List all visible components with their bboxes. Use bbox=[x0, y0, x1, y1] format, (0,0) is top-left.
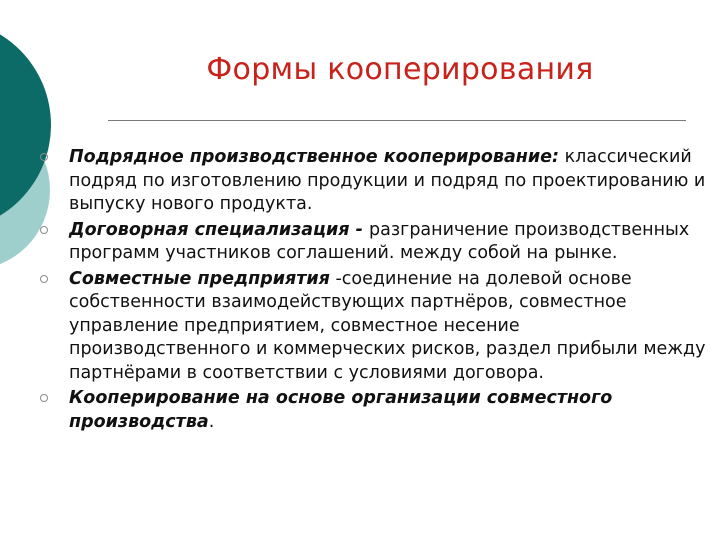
item-text: . bbox=[208, 411, 215, 432]
circle-bullet-icon bbox=[40, 226, 48, 234]
item-term: Совместные предприятия bbox=[69, 268, 330, 289]
title-divider bbox=[108, 120, 686, 121]
item-text: разграничение производственных программ участников соглашений. между собой на рынке. bbox=[69, 219, 690, 263]
circle-bullet-icon bbox=[40, 153, 48, 161]
circle-bullet-icon bbox=[40, 275, 48, 283]
bullet-list bbox=[36, 146, 706, 436]
item-term: Подрядное производственное кооперирование: bbox=[69, 147, 560, 167]
item-text: -соединение на долевой основе собственности взаимодействующих партнёров, совместное управление предприятием, совместное несение производственного и коммерческих рисков, раздел прибыли между партнёрами в соответствии с условиями договора. bbox=[69, 268, 706, 383]
item-term: Договорная специализация - bbox=[69, 219, 369, 240]
slide-title: Формы кооперирования bbox=[206, 52, 594, 87]
list-item bbox=[36, 268, 706, 386]
item-term: Кооперирование на основе организации совместного производства bbox=[69, 388, 613, 432]
list-item bbox=[36, 387, 706, 434]
list-item bbox=[36, 219, 706, 266]
list-item bbox=[36, 146, 706, 217]
circle-bullet-icon bbox=[40, 394, 48, 402]
item-text: классический подряд по изготовлению продукции и подряд по проектированию и выпуску нового продукта. bbox=[69, 147, 706, 214]
